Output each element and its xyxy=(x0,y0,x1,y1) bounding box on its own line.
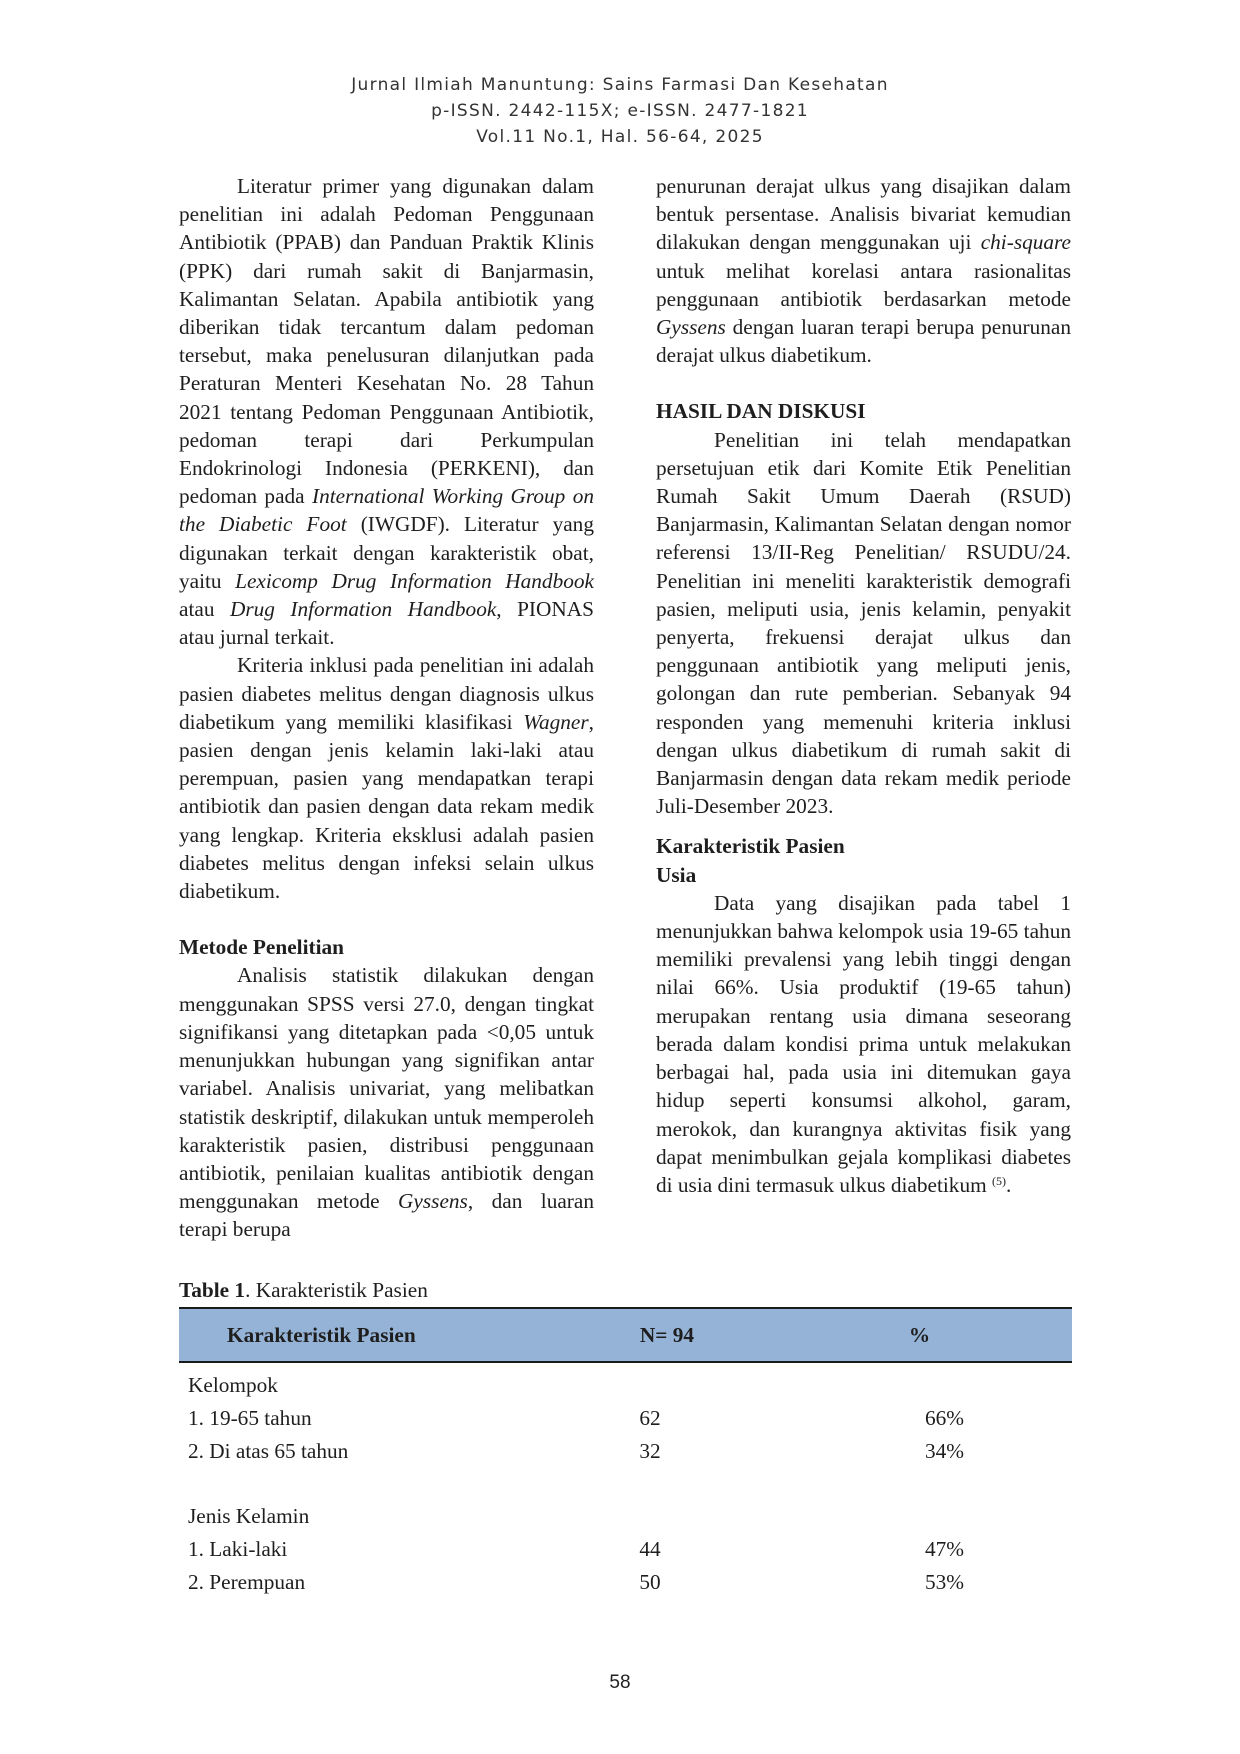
row-label: 1. Laki-laki xyxy=(188,1537,288,1561)
journal-title: Jurnal Ilmiah Manuntung: Sains Farmasi Dan Kesehatan xyxy=(351,75,889,95)
header-n: N= 94 xyxy=(567,1308,767,1362)
row-label: 1. 19-65 tahun xyxy=(188,1406,312,1430)
row-label: 2. Perempuan xyxy=(188,1570,306,1594)
row-percent: 66% xyxy=(924,1406,965,1430)
header-percent: % xyxy=(767,1308,1072,1362)
row-count: 62 xyxy=(639,1406,661,1430)
table-header-row xyxy=(179,1308,1072,1362)
page-number: 58 xyxy=(609,1672,631,1693)
row-count: 32 xyxy=(639,1439,661,1463)
heading-usia: Usia xyxy=(656,862,697,887)
heading-metode: Metode Penelitian xyxy=(179,935,345,960)
paragraph-usia: Data yang disajikan pada tabel 1 menunjukkan bahwa kelompok usia 19-65 tahun memiliki prevalensi yang lebih tinggi dengan nilai 66%. Usia produktif (19-65 tahun) merupakan rentang usia dimana seseorang berada dalam kondisi prima untuk melakukan berbagai hal, pada usia ini ditemukan gaya hidup seperti konsumsi alkohol, garam, merokok, dan kurangnya aktivitas fisik yang dapat menimbulkan gejala komplikasi diabetes di usia dini termasuk ulkus diabetikum $^{(5)}$. xyxy=(656,890,1071,1197)
citation-ref: (5) xyxy=(991,1173,1006,1188)
paragraph-hasil: Penelitian ini telah mendapatkan persetujuan etik dari Komite Etik Penelitian Rumah Sakit Umum Daerah (RSUD) Banjarmasin, Kalimantan Selatan dengan nomor referensi 13/II-Reg Penelitian/ RSUDU/24. Penelitian ini meneliti karakteristik demografi pasien, meliputi usia, jenis kelamin, penyakit penyerta, frekuensi derajat ulkus dan penggunaan antibiotik yang meliputi jenis, golongan dan rute pemberian. Sebanyak 94 responden yang memenuhi kriteria inklusi dengan ulkus diabetikum di rumah sakit di Banjarmasin dengan data rekam medik periode Juli-Desember 2023. xyxy=(656,427,1071,819)
row-label: 2. Di atas 65 tahun xyxy=(188,1439,349,1463)
journal-volume: Vol.11 No.1, Hal. 56-64, 2025 xyxy=(476,127,764,147)
table-row xyxy=(179,1435,1072,1468)
row-percent: 34% xyxy=(924,1439,965,1463)
paragraph-literatur: Literatur primer yang digunakan dalam penelitian ini adalah Pedoman Penggunaan Antibiotik (PPAB) dan Panduan Praktik Klinis (PPK) dari rumah sakit di Banjarmasin, Kalimantan Selatan. Apabila antibiotik yang diberikan tidak tercantum dalam pedoman tersebut, maka penelusuran dilanjutkan pada Peraturan Menteri Kesehatan No. 28 Tahun 2021 tentang Pedoman Penggunaan Antibiotik, pedoman terapi dari Perkumpulan Endokrinologi Indonesia (PERKENI), dan pedoman pada International Working Group on the Diabetic Foot (IWGDF). Literatur yang digunakan terkait dengan karakteristik obat, yaitu Lexicomp Drug Information Handbook atau Drug Information Handbook, PIONAS atau jurnal terkait. xyxy=(179,174,594,650)
running-header xyxy=(0,72,1240,150)
row-percent: 53% xyxy=(924,1570,965,1594)
table-row xyxy=(179,1533,1072,1566)
characteristics-table xyxy=(179,1307,1072,1599)
paragraph-metode: Analisis statistik dilakukan dengan menggunakan SPSS versi 27.0, dengan tingkat signifikansi yang ditetapkan pada <0,05 untuk menunjukkan hubungan yang signifikan antar variabel. Analisis univariat, yang melibatkan statistik deskriptif, dilakukan untuk memperoleh karakteristik pasien, distribusi penggunaan antibiotik, penilaian kualitas antibiotik dengan menggunakan metode Gyssens, dan luaran terapi berupa xyxy=(179,963,595,1242)
heading-karakteristik: Karakteristik Pasien xyxy=(656,834,845,859)
group-title: Kelompok xyxy=(188,1373,278,1397)
table-row xyxy=(179,1402,1072,1435)
paragraph-kriteria: Kriteria inklusi pada penelitian ini adalah pasien diabetes melitus dengan diagnosis ulkus diabetikum yang memiliki klasifikasi Wagner, pasien dengan jenis kelamin laki-laki atau perempuan, pasien yang mendapatkan terapi antibiotik dan pasien dengan data rekam medik yang lengkap. Kriteria eksklusi adalah pasien diabetes melitus dengan infeksi selain ulkus diabetikum. xyxy=(179,653,594,904)
group-title: Jenis Kelamin xyxy=(188,1504,310,1528)
row-count: 50 xyxy=(639,1570,661,1594)
heading-hasil: HASIL DAN DISKUSI xyxy=(656,399,866,424)
left-column xyxy=(179,172,594,1244)
group-row xyxy=(179,1500,1072,1533)
table-row xyxy=(179,1566,1072,1599)
journal-issn: p-ISSN. 2442-115X; e-ISSN. 2477-1821 xyxy=(431,101,809,121)
group-row xyxy=(179,1362,1072,1402)
row-percent: 47% xyxy=(924,1537,965,1561)
header-karakteristik: Karakteristik Pasien xyxy=(179,1308,567,1362)
right-column xyxy=(656,172,1071,1199)
row-count: 44 xyxy=(639,1537,661,1561)
table-caption: Table 1. Karakteristik Pasien xyxy=(179,1278,428,1302)
paragraph-analisis: penurunan derajat ulkus yang disajikan dalam bentuk persentase. Analisis bivariat kemudian dilakukan dengan menggunakan uji chi-square untuk melihat korelasi antara rasionalitas penggunaan antibiotik berdasarkan metode Gyssens dengan luaran terapi berupa penurunan derajat ulkus diabetikum. xyxy=(656,174,1071,368)
